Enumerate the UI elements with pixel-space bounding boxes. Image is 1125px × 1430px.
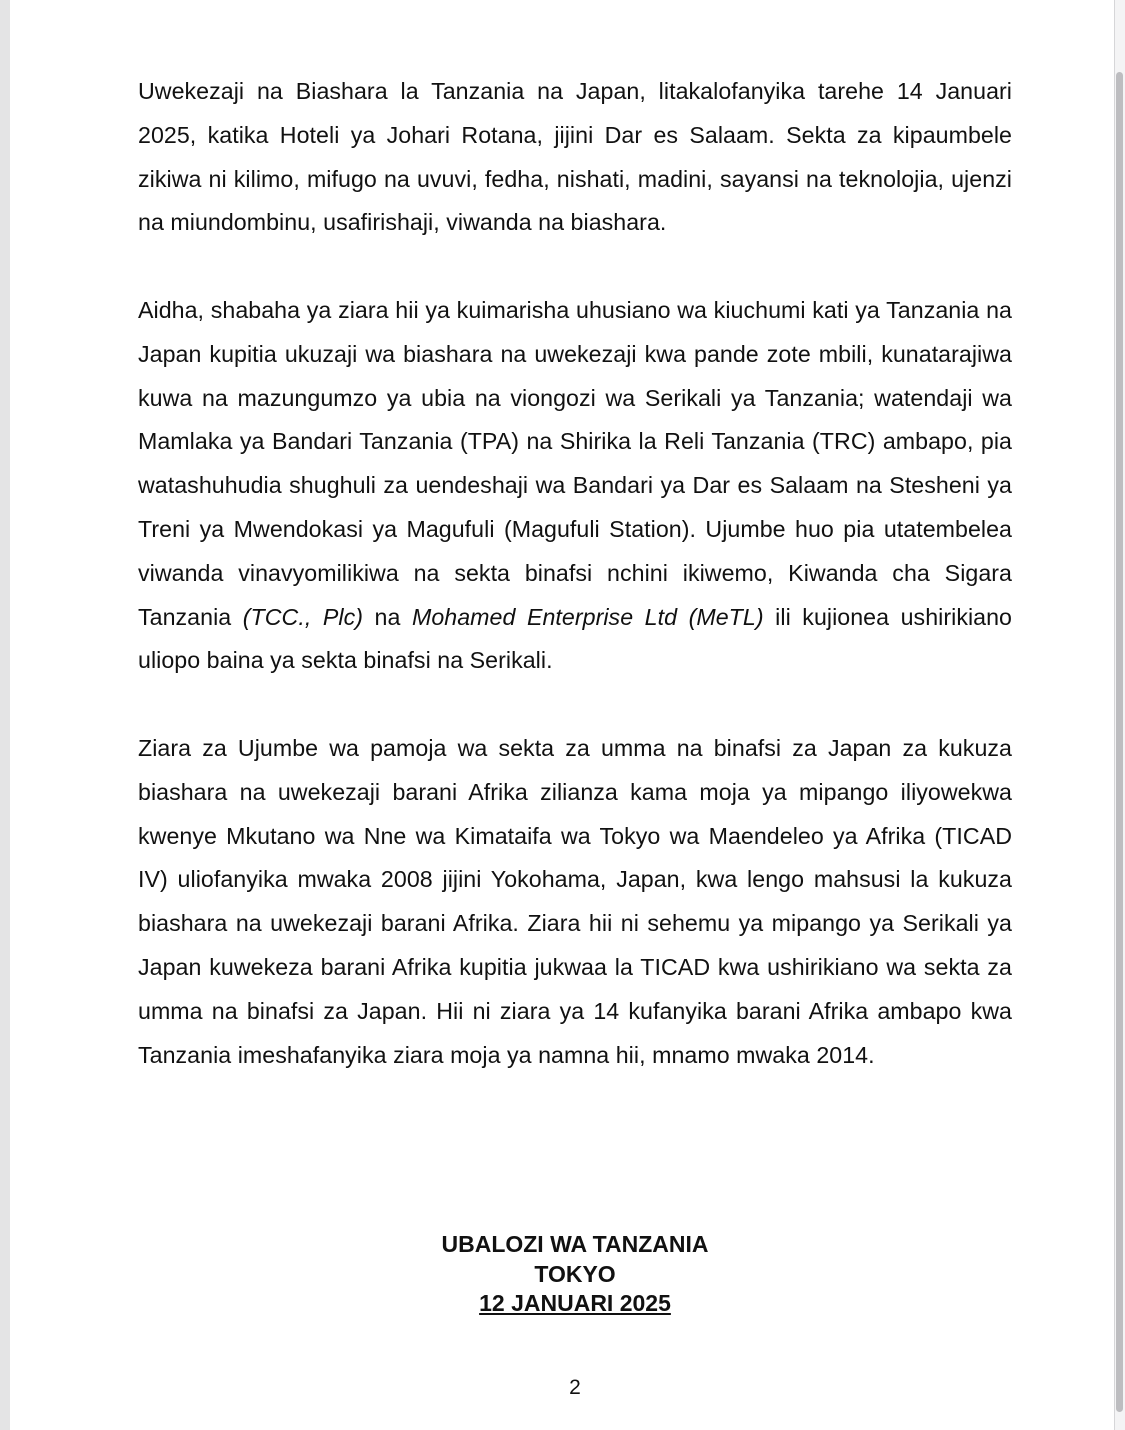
paragraph-3: [138, 727, 1012, 1077]
text-run: Aidha, shabaha ya ziara hii ya kuimarisha uhusiano wa kiuchumi kati ya Tanzania na Japan kupitia ukuzaji wa biashara na uwekezaji kwa pande zote mbili, kunatarajiwa kuwa na mazungumzo ya ubia na viongozi wa Serikali ya Tanzania; watendaji wa Mamlaka ya Bandari Tanzania (TPA) na Shirika la Reli Tanzania (TRC) ambapo, pia watashuhudia shughuli za uendeshaji wa Bandari ya Dar es Salaam na Stesheni ya Treni ya Mwendokasi ya Magufuli (Magufuli Station). Ujumbe huo pia utatembelea viwanda vinavyomilikiwa na sekta binafsi nchini ikiwemo, Kiwanda cha Sigara Tanzania: [138, 296, 1012, 630]
paragraph-2: [138, 289, 1012, 683]
vertical-scrollbar[interactable]: [1115, 0, 1125, 1430]
page-number: 2: [569, 1376, 581, 1399]
document-body: [138, 70, 1012, 1077]
signature-city: TOKYO: [534, 1260, 616, 1287]
scrollbar-thumb[interactable]: [1116, 72, 1123, 1412]
italic-text-run: Mohamed Enterprise Ltd (MeTL): [411, 603, 764, 630]
paragraph-1: [138, 70, 1012, 245]
text-run: ili kujionea ushirikiano uliopo baina ya sekta binafsi na Serikali.: [138, 603, 1013, 674]
document-page: [10, 0, 1115, 1430]
signature-block: [138, 1230, 1012, 1319]
text-run: na: [363, 603, 412, 630]
italic-text-run: (TCC., Plc): [242, 603, 363, 630]
signature-embassy: UBALOZI WA TANZANIA: [441, 1231, 709, 1257]
signature-date: 12 JANUARI 2025: [479, 1290, 671, 1316]
text-run: Uwekezaji na Biashara la Tanzania na Japan, litakalofanyika tarehe 14 Januari 2025, katika Hoteli ya Johari Rotana, jijini Dar es Salaam. Sekta za kipaumbele zikiwa ni kilimo, mifugo na uvuvi, fedha, nishati, madini, sayansi na teknolojia, ujenzi na miundombinu, usafirishaji, viwanda na biashara.: [138, 78, 1012, 236]
text-run: Ziara za Ujumbe wa pamoja wa sekta za umma na binafsi za Japan za kukuza biashara na uwekezaji barani Afrika zilianza kama moja ya mipango iliyowekwa kwenye Mkutano wa Nne wa Kimataifa wa Tokyo wa Maendeleo ya Afrika (TICAD IV) uliofanyika mwaka 2008 jijini Yokohama, Japan, kwa lengo mahsusi la kukuza biashara na uwekezaji barani Afrika. Ziara hii ni sehemu ya mipango ya Serikali ya Japan kuwekeza barani Afrika kupitia jukwaa la TICAD kwa ushirikiano wa sekta za umma na binafsi za Japan. Hii ni ziara ya 14 kufanyika barani Afrika ambapo kwa Tanzania imeshafanyika ziara moja ya namna hii, mnamo mwaka 2014.: [138, 734, 1012, 1068]
